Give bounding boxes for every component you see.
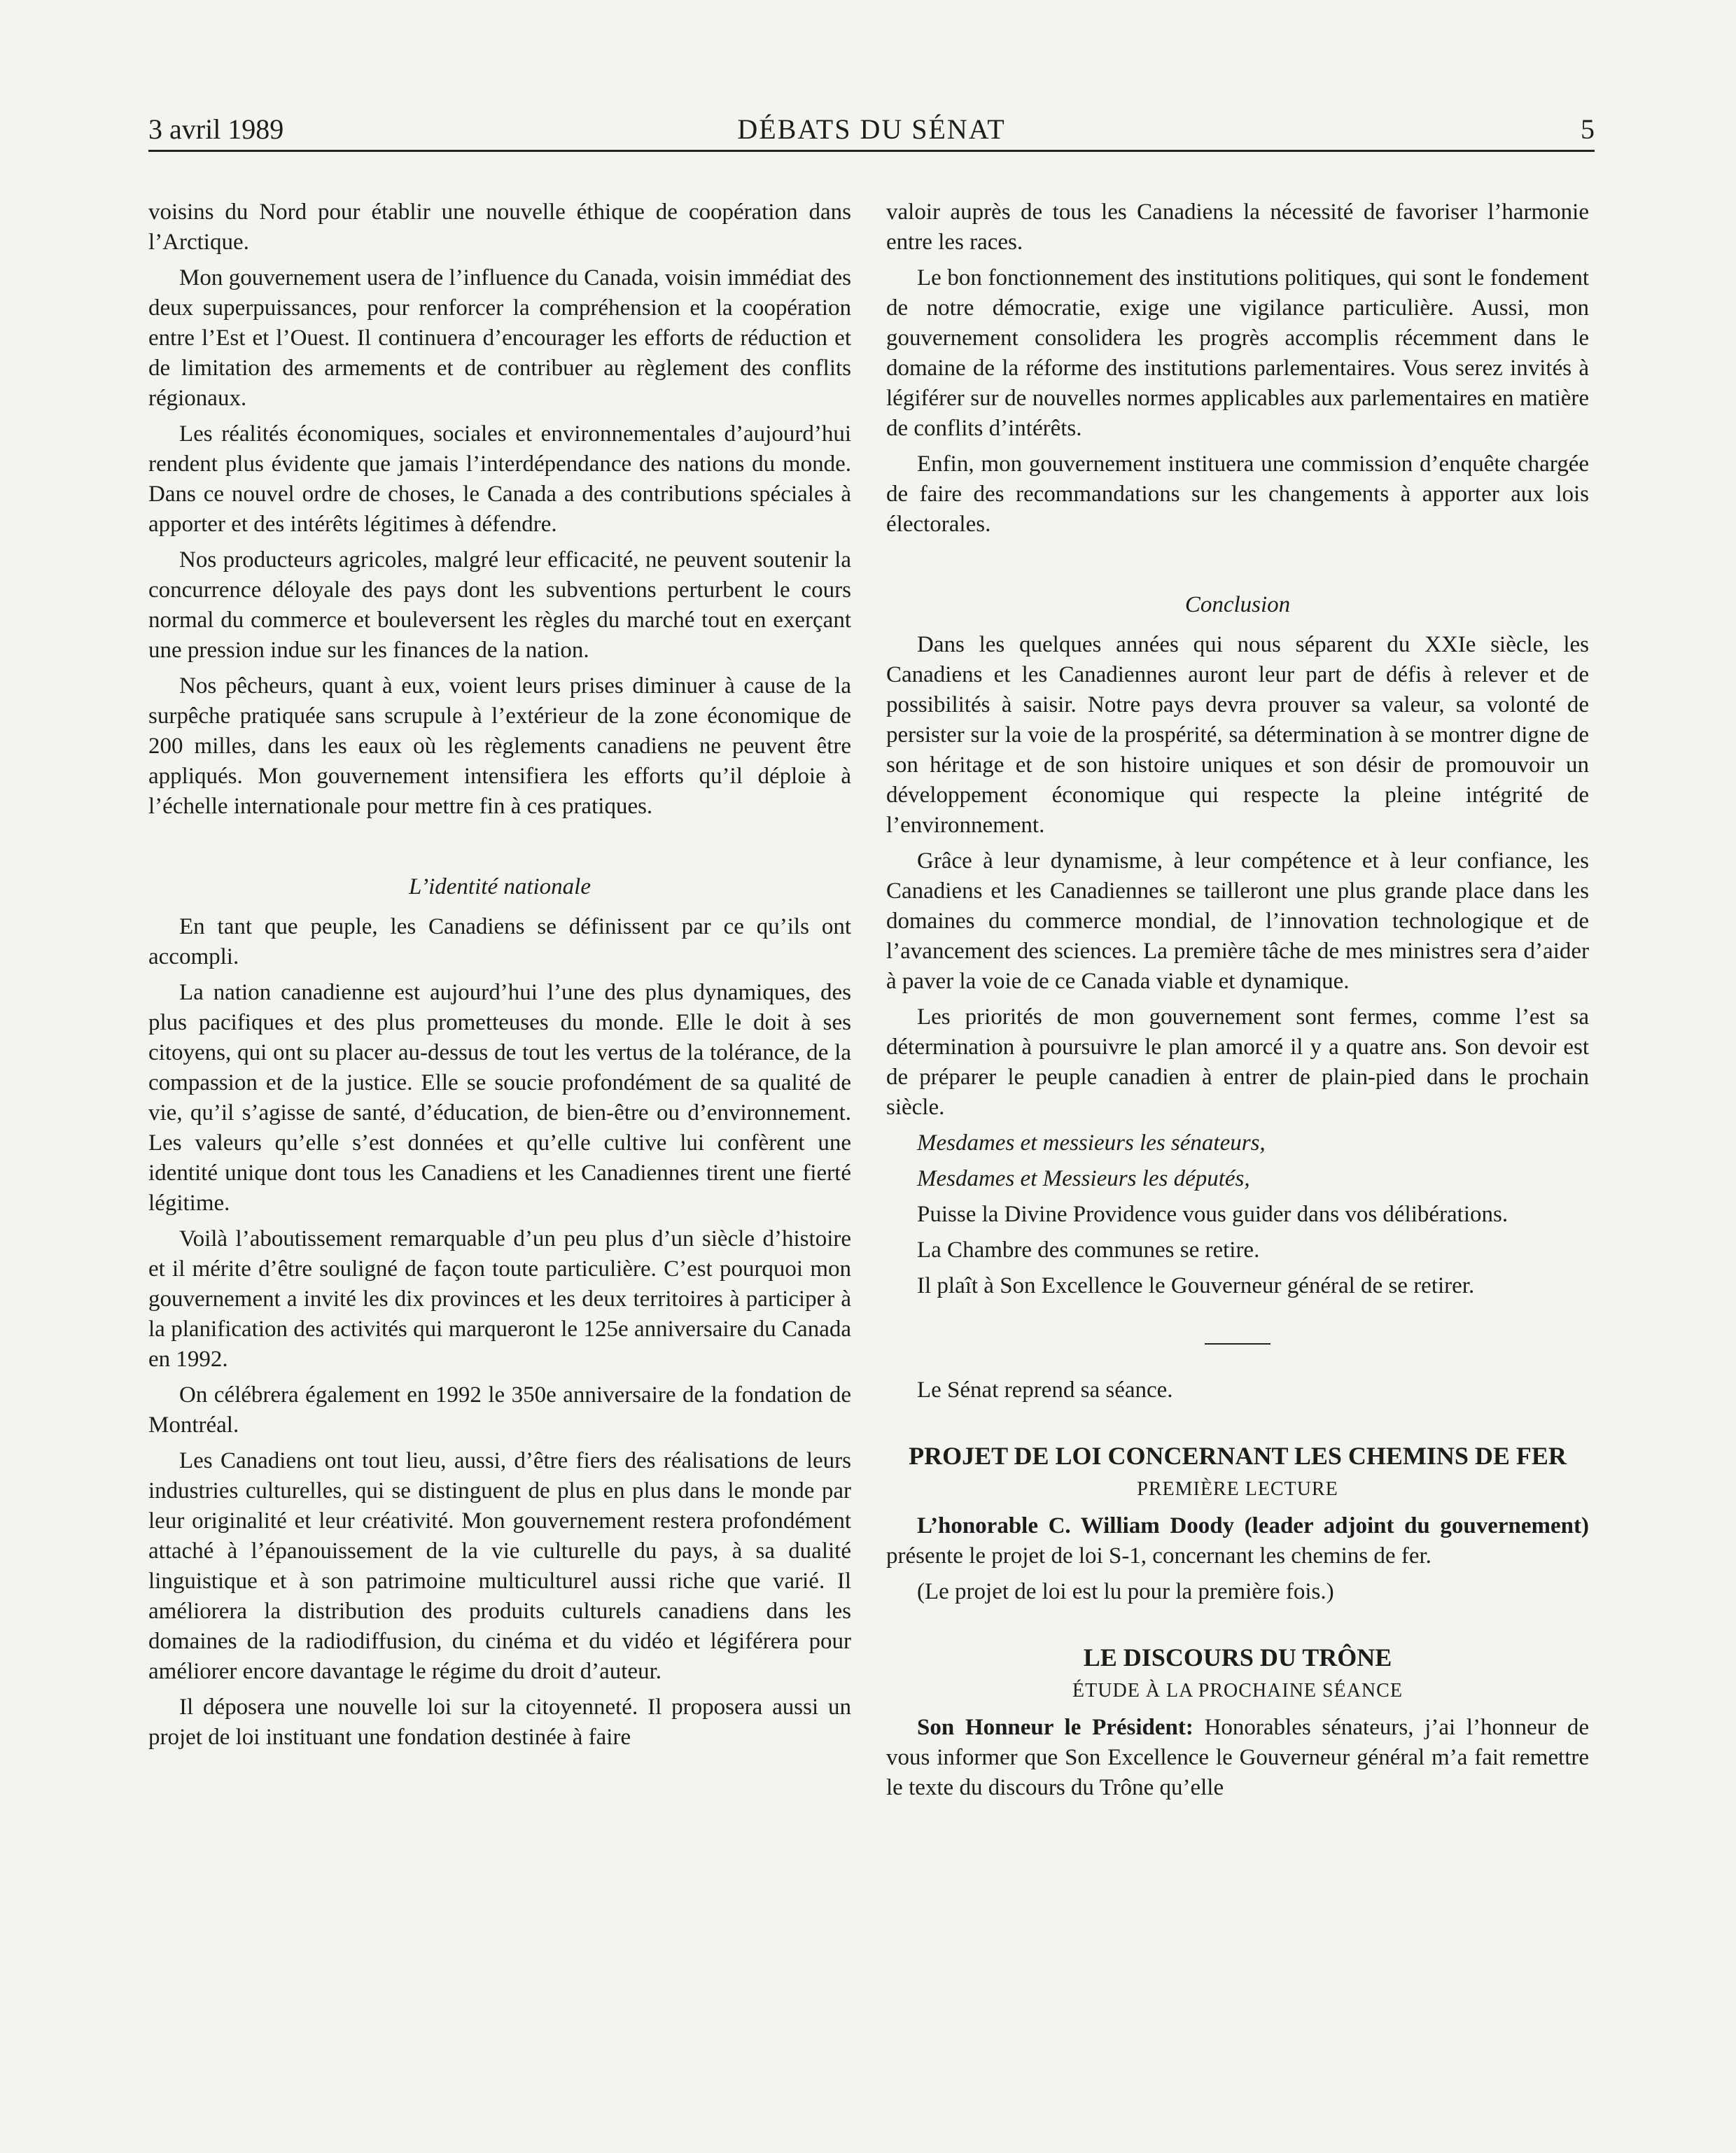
paragraph: Il plaît à Son Excellence le Gouverneur général de se retirer. xyxy=(917,1273,1475,1298)
paragraph: La Chambre des communes se retire. xyxy=(917,1237,1260,1263)
study-subheading: ÉTUDE À LA PROCHAINE SÉANCE xyxy=(1072,1680,1403,1702)
paragraph: Nos pêcheurs, quant à eux, voient leurs prises diminuer à cause de la surpêche pratiquée sans scrupule à l’extérieur de la zone économique de 200 milles, dans les eaux où les règlements canadiens ne peuvent être appliqués. Mon gouvernement intensifiera les efforts qu’il déploie à l’échelle internationale pour mettre fin à ces pratiques. xyxy=(148,673,851,819)
right-column xyxy=(886,197,1589,1809)
paragraph: Le Sénat reprend sa séance. xyxy=(917,1377,1173,1403)
paragraph: Mon gouvernement usera de l’influence du Canada, voisin immédiat des deux superpuissances, pour renforcer la compréhension et la coopération entre l’Est et l’Ouest. Il continuera d’encourager les efforts de réduction et de limitation des armements et de contribuer au règlement des conflits régionaux. xyxy=(148,265,851,411)
page-header xyxy=(148,111,1595,152)
paragraph-text: présente le projet de loi S-1, concernant les chemins de fer. xyxy=(886,1543,1432,1569)
throne-speech-heading: LE DISCOURS DU TRÔNE xyxy=(1083,1643,1392,1671)
paragraph: Les priorités de mon gouvernement sont fermes, comme l’est sa détermination à poursuivre le plan amorcé il y a quatre ans. Son devoir est de préparer le peuple canadien à entrer de plain-pied dans le prochain siècle. xyxy=(886,1004,1589,1120)
header-title: DÉBATS DU SÉNAT xyxy=(737,113,1006,145)
paragraph: La nation canadienne est aujourd’hui l’une des plus dynamiques, des plus pacifiques et des plus prometteuses du monde. Elle le doit à ses citoyens, qui ont su placer au-dessus de tout les vertus de la tolérance, de la compassion et de la justice. Elle se soucie profondément de sa qualité de vie, qu’il s’agisse de santé, d’éducation, de bien-être ou d’environnement. Les valeurs qu’elle s’est données et qu’elle cultive lui confèrent une identité unique dont tous les Canadiens et les Canadiennes tirent une fierté légitime. xyxy=(148,980,851,1216)
salutation: Mesdames et Messieurs les députés, xyxy=(917,1166,1250,1191)
paragraph: valoir auprès de tous les Canadiens la nécessité de favoriser l’harmonie entre les races. xyxy=(886,199,1589,255)
paragraph: voisins du Nord pour établir une nouvelle éthique de coopération dans l’Arctique. xyxy=(148,199,851,255)
paragraph: En tant que peuple, les Canadiens se définissent par ce qu’ils ont accompli. xyxy=(148,914,851,969)
paragraph: Les réalités économiques, sociales et environnementales d’aujourd’hui rendent plus évidente que jamais l’interdépendance des nations du monde. Dans ce nouvel ordre de choses, le Canada a des contributions spéciales à apporter et des intérêts légitimes à défendre. xyxy=(148,421,851,537)
header-date: 3 avril 1989 xyxy=(148,113,284,145)
paragraph xyxy=(886,1713,1589,1803)
section-heading: L’identité nationale xyxy=(409,874,591,899)
paragraph: Les Canadiens ont tout lieu, aussi, d’être fiers des réalisations de leurs industries culturelles, qui se distinguent de plus en plus dans le monde par leur originalité et leur créativité. Mon gouvernement restera profondément attaché à l’épanouissement de la vie culturelle du pays, à sa dualité linguistique et à son patrimoine multiculturel aussi riche que varié. Il améliorera la distribution des produits culturels canadiens dans les domaines de la radiodiffusion, du cinéma et du vidéo et légiférera pour améliorer encore davantage le régime du droit d’auteur. xyxy=(148,1448,851,1684)
paragraph: Il déposera une nouvelle loi sur la citoyenneté. Il proposera aussi un projet de loi instituant une fondation destinée à faire xyxy=(148,1695,851,1750)
paragraph: On célébrera également en 1992 le 350e anniversaire de la fondation de Montréal. xyxy=(148,1382,851,1438)
salutation: Mesdames et messieurs les sénateurs, xyxy=(917,1130,1266,1156)
speaker-name: L’honorable C. William Doody (leader adjoint du gouvernement) xyxy=(917,1513,1589,1538)
paragraph-text: Honorables sénateurs, j’ai l’honneur de vous informer que Son Excellence le Gouverneur général m’a fait remettre le texte du discours du Trône qu’elle xyxy=(886,1715,1589,1800)
paragraph: Nos producteurs agricoles, malgré leur efficacité, ne peuvent soutenir la concurrence déloyale des pays dont les subventions perturbent le cours normal du commerce et bouleversent les règles du marché tout en exerçant une pression indue sur les finances de la nation. xyxy=(148,547,851,663)
section-heading: Conclusion xyxy=(1184,592,1291,617)
paragraph: Dans les quelques années qui nous séparent du XXIe siècle, les Canadiens et les Canadiennes auront leur part de défis à relever et de possibilités à saisir. Notre pays devra prouver sa valeur, sa volonté de persister sur la voie de la prospérité, sa détermination à se montrer digne de son héritage et de son histoire uniques et son désir de promouvoir un développement économique qui respecte la pleine intégrité de l’environnement. xyxy=(886,632,1589,838)
paragraph: Voilà l’aboutissement remarquable d’un peu plus d’un siècle d’histoire et il mérite d’être souligné de façon toute particulière. C’est pourquoi mon gouvernement a invité les dix provinces et les deux territoires à participer à la planification des activités qui marqueront le 125e anniversaire du Canada en 1992. xyxy=(148,1226,851,1372)
divider xyxy=(1205,1343,1270,1345)
bill-heading: PROJET DE LOI CONCERNANT LES CHEMINS DE FER xyxy=(909,1442,1567,1470)
page-number: 5 xyxy=(1581,113,1595,145)
paragraph xyxy=(886,1511,1589,1571)
paragraph: Enfin, mon gouvernement instituera une commission d’enquête chargée de faire des recommandations sur les changements à apporter aux lois électorales. xyxy=(886,451,1589,537)
paragraph: (Le projet de loi est lu pour la première fois.) xyxy=(917,1579,1334,1604)
speaker-name: Son Honneur le Président: xyxy=(917,1715,1194,1740)
paragraph: Grâce à leur dynamisme, à leur compétence et à leur confiance, les Canadiens et les Canadiennes se tailleront une plus grande place dans les domaines du commerce mondial, de l’innovation technologique et de l’avancement des sciences. La première tâche de mes ministres sera d’aider à paver la voie de ce Canada viable et dynamique. xyxy=(886,848,1589,994)
left-column xyxy=(148,197,851,1758)
paragraph: Puisse la Divine Providence vous guider dans vos délibérations. xyxy=(917,1202,1508,1227)
reading-subheading: PREMIÈRE LECTURE xyxy=(1137,1478,1338,1500)
paragraph: Le bon fonctionnement des institutions politiques, qui sont le fondement de notre démocratie, exige une vigilance particulière. Aussi, mon gouvernement consolidera les progrès accomplis récemment dans le domaine de la réforme des institutions parlementaires. Vous serez invités à légiférer sur de nouvelles normes applicables aux parlementaires en matière de conflits d’intérêts. xyxy=(886,265,1589,441)
